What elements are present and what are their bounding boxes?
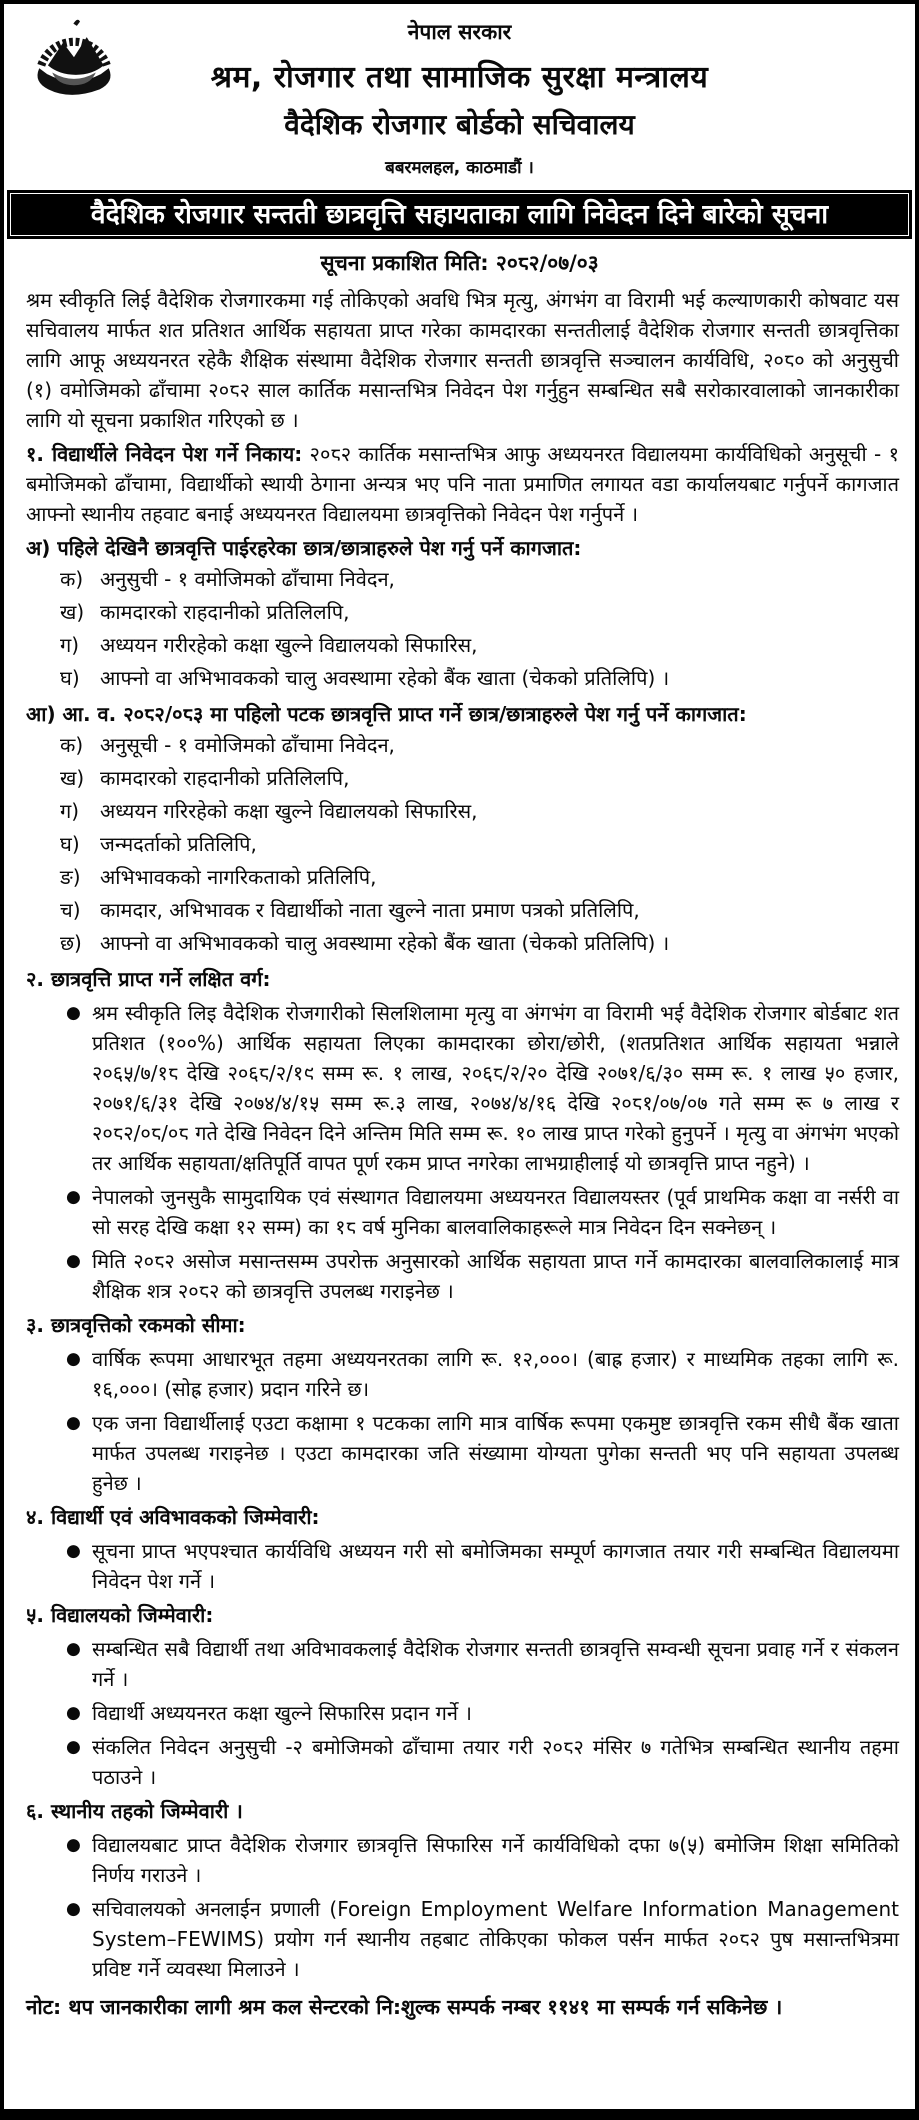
bullet-icon: ● [66, 1835, 81, 1856]
item-text: कामदार, अभिभावक र विद्यार्थीको नाता खुल्ने नाता प्रमाण पत्रको प्रतिलिपि, [100, 898, 640, 923]
section [26, 964, 899, 994]
lettered-item [26, 795, 899, 828]
item-text: अनुसूची - १ वमोजिमको ढाँचामा निवेदन, [100, 733, 395, 758]
section-text: २०८२ कार्तिक मसान्तभित्र आफु अध्ययनरत विद्यालयमा कार्यविधिको अनुसूची - १ बमोजिमको ढाँचामा, विद्यार्थीको स्थायी ठेगाना अन्यत्र भए पनि नाता प्रमाणित लगायत वडा कार्यालयबाट गर्नुपर्ने कागजात आफ्नो स्थानीय तहवाट बनाई अध्ययनरत विद्यालयमा छात्रवृत्तिको निवेदन पेश गर्नुपर्ने । [26, 442, 899, 527]
sub-section-heading: आ) आ. व. २०८२/०८३ मा पहिलो पटक छात्रवृत्ति प्राप्त गर्ने छात्र/छात्राहरुले पेश गर्नु पर्ने कागजात: [26, 702, 747, 727]
bullet-item [26, 1536, 899, 1596]
item-letter: घ) [60, 666, 80, 691]
item-letter: छ) [60, 931, 82, 956]
bullet-item [26, 1732, 899, 1792]
bullet-icon: ● [66, 1187, 81, 1208]
item-letter: ग) [60, 799, 80, 824]
section-heading: ३. छात्रवृत्तिको रकमको सीमा: [26, 1313, 246, 1338]
sub-section-heading: अ) पहिले देखिनै छात्रवृत्ति पाईरहरेका छात्र/छात्राहरुले पेश गर्नु पर्ने कागजात: [26, 536, 582, 561]
item-text: आफ्नो वा अभिभावकको चालु अवस्थामा रहेको बैंक खाता (चेकको प्रतिलिपि) । [100, 931, 670, 956]
item-letter: क) [60, 733, 84, 758]
bullet-item [26, 1830, 899, 1890]
bullet-icon: ● [66, 1737, 81, 1758]
bullet-icon: ● [66, 1899, 81, 1920]
item-text: अनुसुची - १ वमोजिमको ढाँचामा निवेदन, [100, 567, 395, 592]
bullet-text: एक जना विद्यार्थीलाई एउटा कक्षामा १ पटकका लागि मात्र वार्षिक रूपमा एकमुष्ट छात्रवृत्ति रकम सीधै बैंक खाता मार्फत उपलब्ध गराइनेछ । एउटा कामदारका जति संख्यामा योग्यता पुगेका सन्तती भए पनि सहायता उपलब्ध हुनेछ । [92, 1411, 899, 1496]
item-text: आफ्नो वा अभिभावकको चालु अवस्थामा रहेको बैंक खाता (चेकको प्रतिलिपि) । [100, 666, 670, 691]
item-letter: ख) [60, 600, 85, 625]
item-text: अध्ययन गरिरहेको कक्षा खुल्ने विद्यालयको सिफारिस, [100, 799, 478, 824]
item-letter: घ) [60, 832, 80, 857]
footer-note: नोट: थप जानकारीका लागी श्रम कल सेन्टरको नि:शुल्क सम्पर्क नम्बर ११४१ मा सम्पर्क गर्न सकिनेछ । [26, 1995, 783, 2020]
bullet-text: नेपालको जुनसुकै सामुदायिक एवं संस्थागत विद्यालयमा अध्ययनरत विद्यालयस्तर (पूर्व प्राथमिक कक्षा वा नर्सरी वा सो सरह देखि कक्षा १२ सम्म) का १८ वर्ष मुनिका बालवालिकाहरूले मात्र निवेदन दिन सक्नेछन् । [92, 1185, 899, 1240]
bullet-item [26, 1634, 899, 1694]
lettered-item [26, 762, 899, 795]
nepal-government-emblem-logo [28, 18, 120, 118]
item-text: कामदारको राहदानीको प्रतिलिलपि, [100, 600, 350, 625]
section [26, 439, 899, 529]
bullet-text: विद्यालयबाट प्राप्त वैदेशिक रोजगार छात्रवृत्ति सिफारिस गर्ने कार्यविधिको दफा ७(५) बमोजिम शिक्षा समितिको निर्णय गराउने । [92, 1833, 899, 1888]
bullet-icon: ● [66, 1703, 81, 1724]
section-heading: ४. विद्यार्थी एवं अविभावकको जिम्मेवारी: [26, 1505, 320, 1530]
bullet-icon: ● [66, 1003, 81, 1024]
bullet-item [26, 1698, 899, 1728]
item-text: अध्ययन गरीरहेको कक्षा खुल्ने विद्यालयको सिफारिस, [100, 633, 478, 658]
lettered-item [26, 596, 899, 629]
item-text: अभिभावकको नागरिकताको प्रतिलिपि, [100, 865, 377, 890]
section-heading: १. विद्यार्थीले निवेदन पेश गर्ने निकाय: [26, 442, 303, 467]
ministry-name: श्रम, रोजगार तथा सामाजिक सुरक्षा मन्त्रालय [210, 60, 709, 95]
office-address: बबरमलहल, काठमाडौं । [385, 158, 534, 178]
government-name: नेपाल सरकार [407, 20, 512, 44]
bullet-item [26, 1344, 899, 1404]
item-text: कामदारको राहदानीको प्रतिलिलपि, [100, 766, 350, 791]
lettered-item [26, 828, 899, 861]
item-letter: क) [60, 567, 84, 592]
item-text: जन्मदर्ताको प्रतिलिपि, [100, 832, 257, 857]
lettered-item [26, 894, 899, 927]
section [26, 1796, 899, 1826]
bullet-item [26, 998, 899, 1178]
bullet-text: सूचना प्राप्त भएपश्चात कार्यविधि अध्ययन गरी सो बमोजिमका सम्पूर्ण कागजात तयार गरी सम्बन्धित विद्यालयमा निवेदन पेश गर्ने । [92, 1539, 899, 1594]
bullet-icon: ● [66, 1541, 81, 1562]
notice-title-banner [7, 190, 912, 239]
bullet-icon: ● [66, 1251, 81, 1272]
section-heading: २. छात्रवृत्ति प्राप्त गर्ने लक्षित वर्ग: [26, 967, 271, 992]
bullet-text: सम्बन्धित सबै विद्यार्थी तथा अविभावकलाई वैदेशिक रोजगार सन्तती छात्रवृत्ति सम्वन्धी सूचना प्रवाह गर्ने र संकलन गर्ने । [92, 1637, 899, 1692]
intro-paragraph: श्रम स्वीकृति लिई वैदेशिक रोजगारकमा गई तोकिएको अवधि भित्र मृत्यु, अंगभंग वा विरामी भई कल्याणकारी कोषवाट यस सचिवालय मार्फत शत प्रतिशत आर्थिक सहायता प्राप्त गरेका कामदारका सन्ततीलाई वैदेशिक रोजगार सन्तती छात्रवृत्तिका लागि आफू अध्ययनरत रहेकै शैक्षिक संस्थामा वैदेशिक रोजगार सन्तती छात्रवृत्ति सञ्चालन कार्यविधि, २०८० को अनुसुची (१) वमोजिमको ढाँचामा २०८२ साल कार्तिक मसान्तभित्र निवेदन पेश गर्नुहुन सम्बन्धित सबै सरोकारवालाको जानकारीका लागि यो सूचना प्रकाशित गरिएको छ । [26, 288, 899, 433]
section [26, 1502, 899, 1532]
bullet-icon: ● [66, 1639, 81, 1660]
bullet-text: संकलित निवेदन अनुसुची -२ बमोजिमको ढाँचामा तयार गरी २०८२ मंसिर ७ गतेभित्र सम्बन्धित स्थानीय तहमा पठाउने । [92, 1735, 899, 1790]
bullet-text: सचिवालयको अनलाईन प्रणाली (Foreign Employment Welfare Information Management System–FEWIMS) प्रयोग गर्न स्थानीय तहबाट तोकिएका फोकल पर्सन मार्फत २०८२ पुष मसान्तभित्रमा प्रविष्ट गर्ने व्यवस्था मिलाउने । [92, 1897, 899, 1982]
bullet-text: विद्यार्थी अध्ययनरत कक्षा खुल्ने सिफारिस प्रदान गर्ने । [92, 1701, 472, 1726]
secretariat-name: वैदेशिक रोजगार बोर्डको सचिवालय [284, 108, 635, 141]
item-letter: ख) [60, 766, 85, 791]
lettered-item [26, 861, 899, 894]
item-letter: ग) [60, 633, 80, 658]
section-heading: ६. स्थानीय तहको जिम्मेवारी । [26, 1799, 243, 1824]
lettered-item [26, 563, 899, 596]
lettered-item [26, 927, 899, 960]
letterhead [4, 10, 915, 178]
section [26, 1310, 899, 1340]
bullet-text: वार्षिक रूपमा आधारभूत तहमा अध्ययनरतका लागि रू. १२,०००। (बाह्र हजार) र माध्यमिक तहका लागि रू. १६,०००। (सोह्र हजार) प्रदान गरिने छ। [92, 1347, 899, 1402]
published-date: सूचना प्रकाशित मिति: २०८२/०७/०३ [320, 251, 599, 276]
bullet-item [26, 1182, 899, 1242]
bullet-item [26, 1894, 899, 1984]
item-letter: च) [60, 898, 81, 923]
notice-body [4, 285, 915, 2022]
lettered-item [26, 629, 899, 662]
bullet-text: श्रम स्वीकृति लिइ वैदेशिक रोजगारीको सिलशिलामा मृत्यु वा अंगभंग वा विरामी भई वैदेशिक रोजगार बोर्डबाट शत प्रतिशत (१००%) आर्थिक सहायता लिएका कामदारका छोरा/छोरी, (शतप्रतिशत आर्थिक सहायता भन्नाले २०६५/७/१८ देखि २०६८/२/१९ सम्म रू. १ लाख, २०६८/२/२० देखि २०७१/६/३० सम्म रू. १ लाख ५० हजार, २०७१/६/३१ देखि २०७४/४/१५ सम्म रू.३ लाख, २०७४/४/१६ देखि २०८१/०७/०७ गते सम्म रू ७ लाख र २०८२/०८/०८ गते देखि निवेदन दिने अन्तिम मिति सम्म रू. १० लाख प्राप्त गरेको हुनुपर्ने । मृत्यु वा अंगभंग भएको तर आर्थिक सहायता/क्षतिपूर्ति वापत पूर्ण रकम प्राप्त नगरेका लाभग्राहीलाई यो छात्रवृत्ति प्राप्त नहुने) । [92, 1001, 899, 1176]
bullet-item [26, 1408, 899, 1498]
lettered-item [26, 729, 899, 762]
bullet-text: मिति २०८२ असोज मसान्तसम्म उपरोक्त अनुसारको आर्थिक सहायता प्राप्त गर्ने कामदारका बालवालिकालाई मात्र शैक्षिक शत्र २०८२ को छात्रवृत्ति उपलब्ध गराइनेछ । [92, 1249, 899, 1304]
lettered-item [26, 662, 899, 695]
notice-title: वैदेशिक रोजगार सन्तती छात्रवृत्ति सहायताका लागि निवेदन दिने बारेको सूचना [10, 193, 909, 236]
item-letter: ङ) [60, 865, 81, 890]
bullet-item [26, 1246, 899, 1306]
bullet-icon: ● [66, 1413, 81, 1434]
section-heading: ५. विद्यालयको जिम्मेवारी: [26, 1603, 214, 1628]
bullet-icon: ● [66, 1349, 81, 1370]
section [26, 1600, 899, 1630]
